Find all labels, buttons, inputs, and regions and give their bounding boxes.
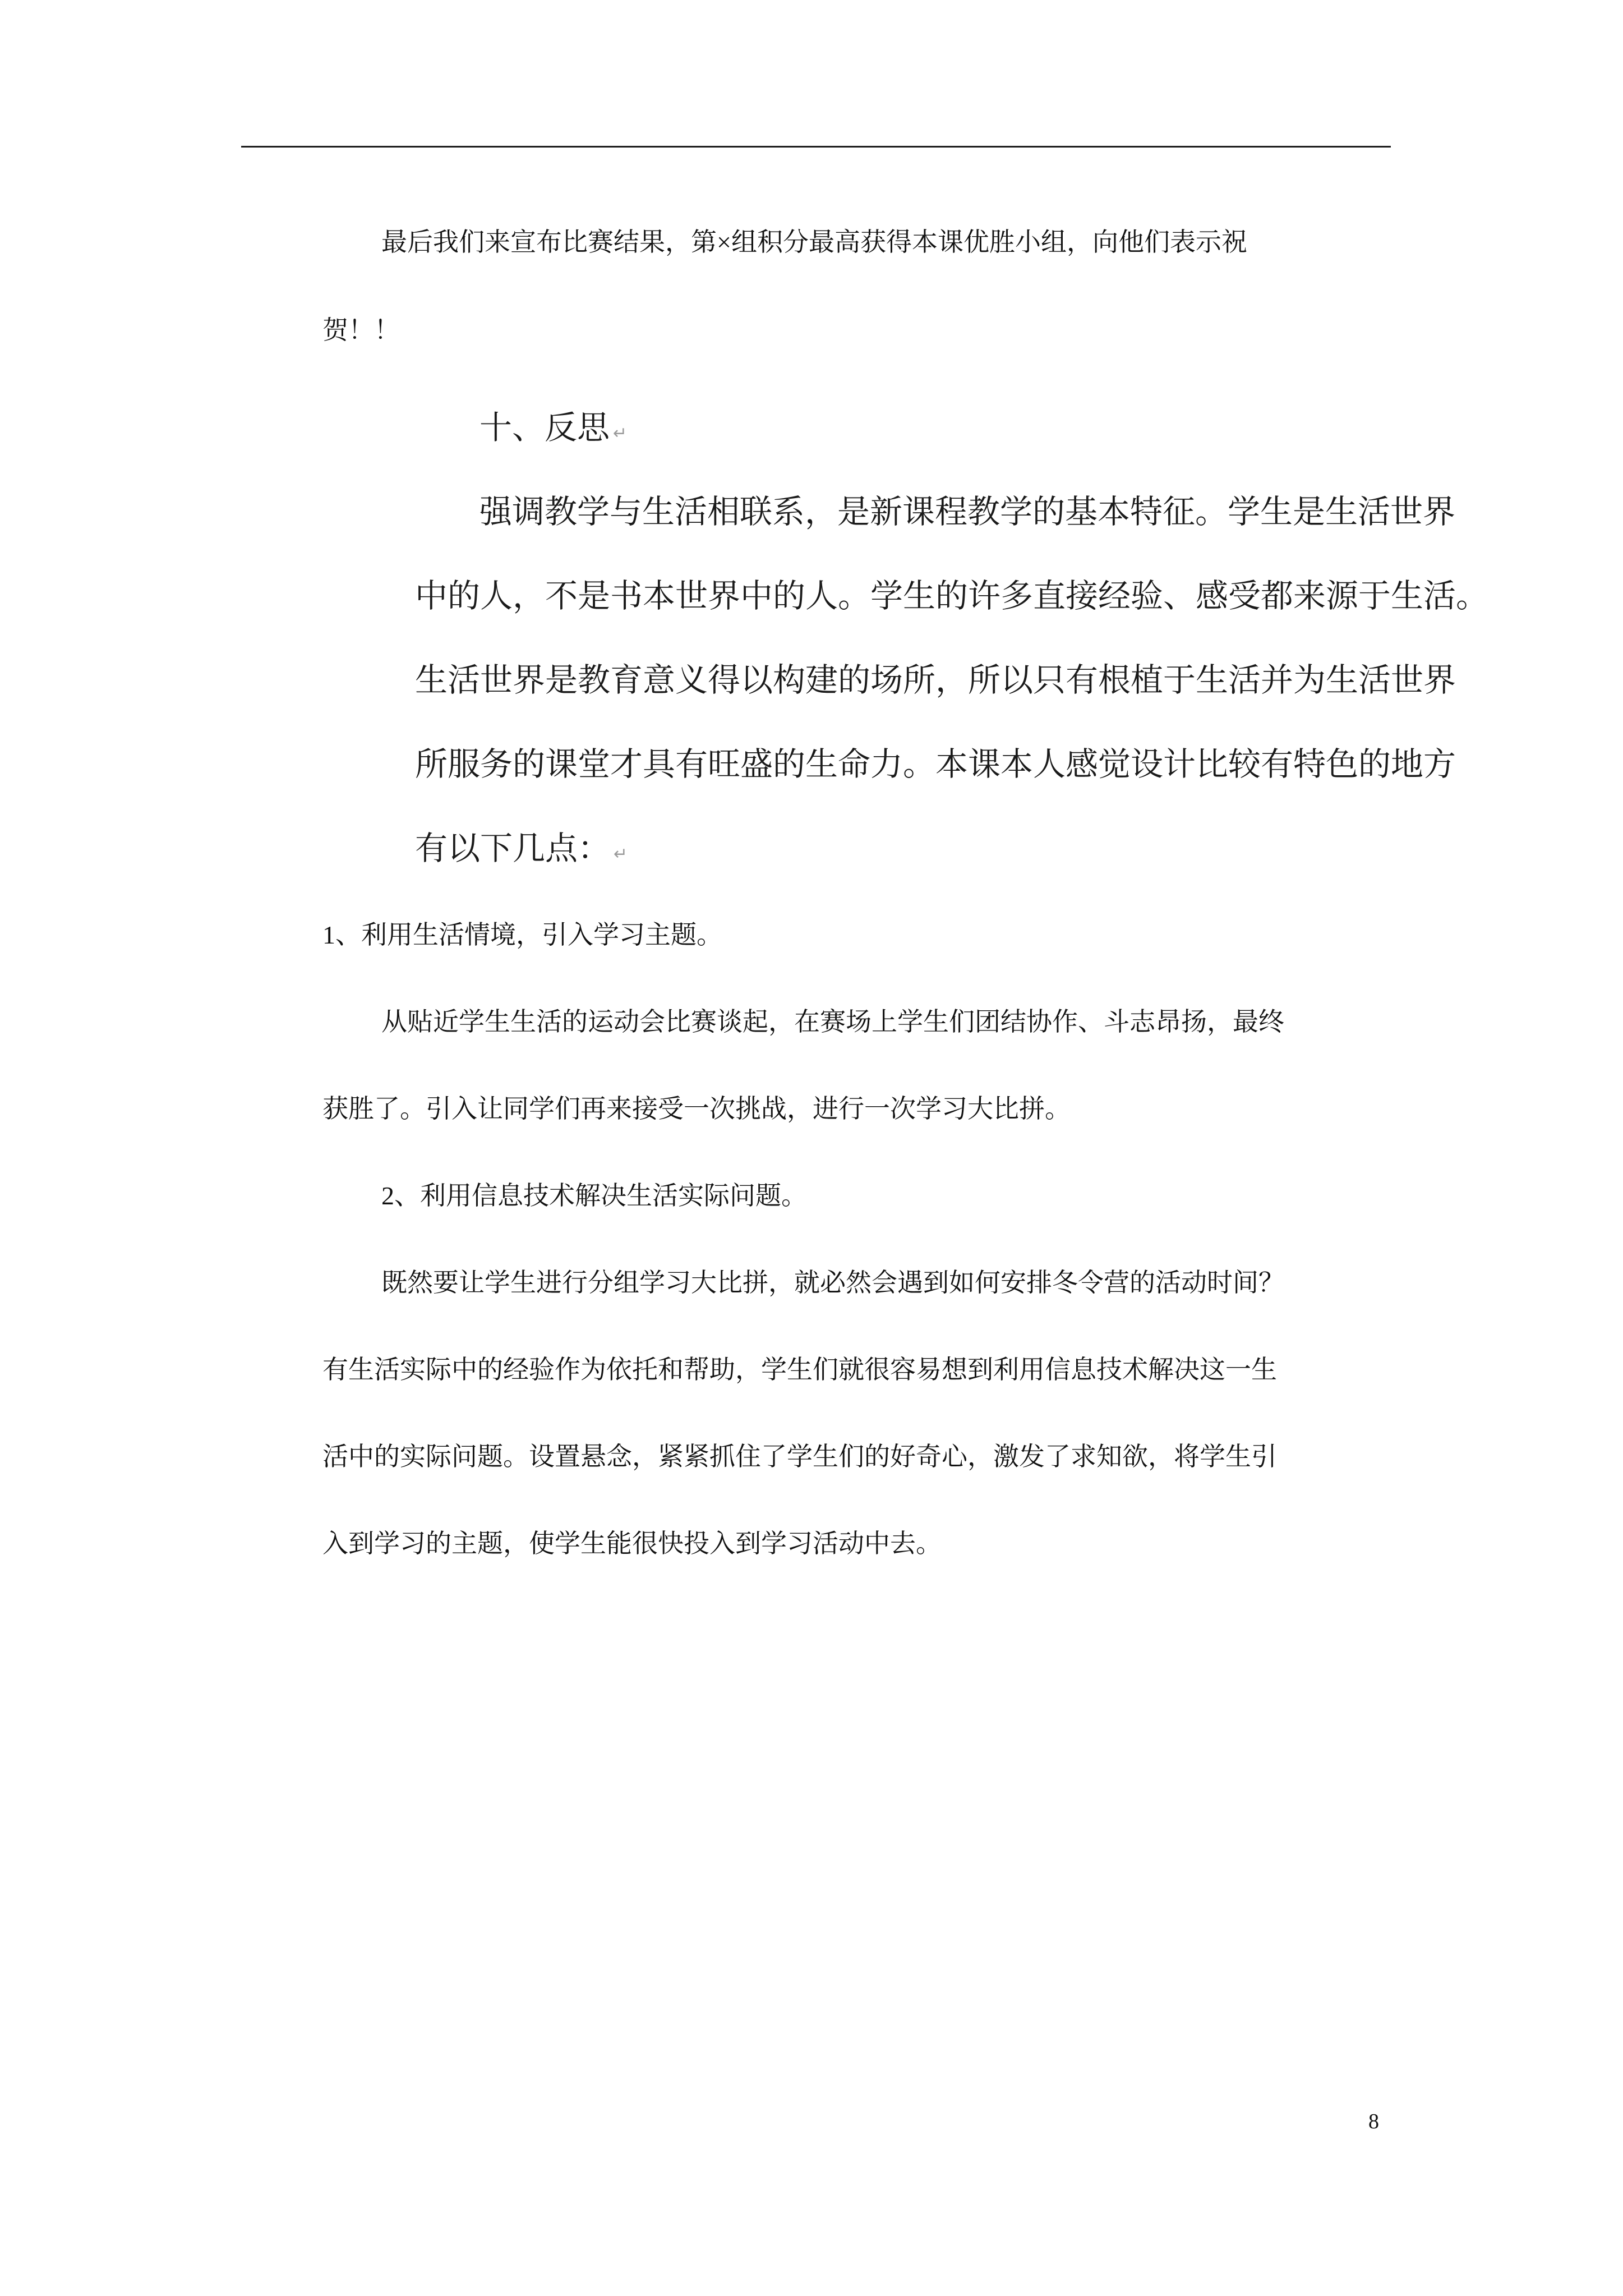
- list-item: 2、利用信息技术解决生活实际问题。: [381, 1181, 807, 1210]
- text-line: 所服务的课堂才具有旺盛的生命力。本课本人感觉设计比较有特色的地方: [415, 745, 1456, 783]
- section-heading: [479, 401, 627, 448]
- section-heading-text: 十、反思: [479, 408, 610, 447]
- text-line: 从贴近学生生活的运动会比赛谈起，在赛场上学生们团结协作、斗志昂扬，最终: [381, 1007, 1284, 1036]
- text-line: 获胜了。引入让同学们再来接受一次挑战，进行一次学习大比拼。: [322, 1094, 1071, 1123]
- header-rule: [241, 146, 1391, 148]
- text-line: 有生活实际中的经验作为依托和帮助，学生们就很容易想到利用信息技术解决这一生: [322, 1355, 1277, 1384]
- page-number: 8: [1368, 2110, 1379, 2133]
- paragraph-mark-icon: ↵: [613, 424, 628, 443]
- paragraph-mark-icon: ↵: [614, 844, 628, 864]
- text-line: 最后我们来宣布比赛结果，第×组积分最高获得本课优胜小组，向他们表示祝: [381, 228, 1247, 256]
- text-line: 强调教学与生活相联系，是新课程教学的基本特征。学生是生活世界: [479, 493, 1456, 531]
- text-line: 生活世界是教育意义得以构建的场所，所以只有根植于生活并为生活世界: [415, 661, 1456, 699]
- text-line: [415, 822, 628, 869]
- text-line: 贺！！: [322, 316, 400, 344]
- text-line: 中的人，不是书本世界中的人。学生的许多直接经验、感受都来源于生活。: [415, 577, 1489, 615]
- text-line: 既然要让学生进行分组学习大比拼，就必然会遇到如何安排冬令营的活动时间？: [381, 1268, 1284, 1297]
- text-line-content: 有以下几点：: [415, 829, 611, 867]
- list-item: 1、利用生活情境，引入学习主题。: [322, 921, 722, 949]
- text-line: 活中的实际问题。设置悬念，紧紧抓住了学生们的好奇心，激发了求知欲，将学生引: [322, 1442, 1277, 1471]
- text-line: 入到学习的主题，使学生能很快投入到学习活动中去。: [322, 1529, 942, 1558]
